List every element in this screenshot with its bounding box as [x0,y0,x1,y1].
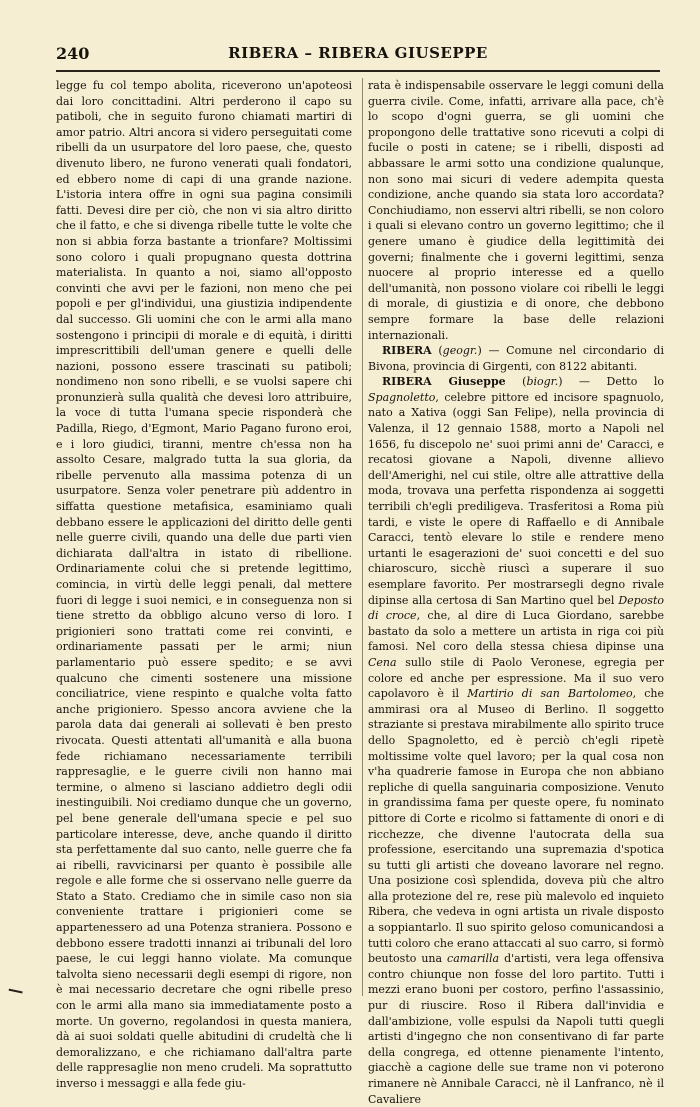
left-column-text: legge fu col tempo abolita, riceverono un'apoteosi dai loro concittadini. Altri perderono il capo su patiboli, che in seguito furono chiamati martiri di amor patrio. Altri ancora si videro perseguitati come ribelli da un usurpatore del loro paese, che, questo divenuto libero, ne furono venerati quali fondatori, ed ebbero nome di capi di una grande nazione. L'istoria intera offre in ogni sua pagina consimili fatti. Devesi dire per ciò, che non vi sia altro diritto che il fatto, e che si divenga ribelle tutte le volte che non si abbia forza bastante a trionfare? Moltissimi sono coloro i quali propugnano questa dottrina materialista. In quanto a noi, siamo all'opposto convinti che avvi per le fazioni, non meno che pei popoli e per gl'individui, una giustizia indipendente dal successo. Gli uomini che con le armi alla mano sostengono i principii di morale e di equità, i diritti imprescrittibili dell'uman genere e quelli delle nazioni, possono essere trascinati su patiboli; nondimeno non sono ribelli, e se vuolsi sapere chi pronunzierà sulla qualità che devesi loro attribuire, la voce di tutta l'umana specie risponderà che Padilla, Riego, d'Egmont, Mario Pagano furono eroi, e i loro giudici, tiranni, mentre ch'essa non ha assolto Cesare, malgrado tutta la sua gloria, da ribelle pervenuto alla massima potenza di un usurpatore. Senza voler penetrare più addentro in siffatta questione metafisica, esaminiamo quali debbano essere le applicazioni del diritto delle genti nelle guerre civili, quando una delle due parti vien dichiarata dall'altra in istato di ribellione. Ordinariamente colui che si pretende legittimo, comincia, in virtù delle leggi penali, dal mettere fuori di legge i suoi nemici, e in conseguenza non si tiene stretto da obbligo alcuno verso di loro. I prigionieri sono trattati come rei convinti, e ordinariamente passati per le armi; niun parlamentario può essere spedito; e se avvi qualcuno che cimenti sostenere una missione conciliatrice, viene respinto e qualche volta fatto anche prigioniero. Spesso ancora avviene che la parola data dai generali ai sollevati è ben presto rivocata. Questi attentati all'umanità e alla buona fede richiamano necessariamente terribili rappresaglie, e le guerre civili non hanno mai termine, o almeno si lasciano addietro degli odii inestinguibili. Noi crediamo dunque che un governo, pel bene generale dell'umana specie e pel suo particolare interesse, deve, anche quando il diritto sta perfettamente dal suo canto, nelle guerre che fa ai ribelli, ravvicinarsi per quanto è possibile alle regole e alle forme che si osservano nelle guerre da Stato a Stato. Crediamo che in simile caso non sia conveniente trattare i prigionieri come se appartenessero ad una Potenza straniera. Possono e debbono essere tradotti innanzi ai tribunali del loro paese, le cui leggi hanno violate. Ma comunque talvolta sieno necessarii degli esempi di rigore, non è mai necessario decretare che ogni ribelle preso con le armi alla mano sia immediatamente posto a morte. Un governo, regolandosi in questa maniera, dà ai suoi soldati quelle abitudini di crudeltà che li demoralizzano, e che richiamano dall'altra parte delle rappresaglie non meno crudeli. Ma soprattutto inverso i messaggi e alla fede giu- [56,79,352,1090]
entry-body: — Comune nel circondario di Bivona, provincia di Girgenti, con 8122 abitanti. [368,344,664,373]
entry-headword: RIBERA Giuseppe [382,375,506,389]
entry-body-d: , che ammirasi ora al Museo di Berlino. Il soggetto straziante si prestava mirabilmente allo spirito truce dello Spagnoletto, ed è perciò ch'egli ripetè moltissime volte quel lavoro; per la qual cosa non v'ha quadrerie famose in Europa che non abbiano repliche di quella sanguinaria composizione. Venuto in grandissima fama per queste opere, fu nominato pittore di Corte e ricolmo si fattamente di onori e di ricchezze, che divenne l'autocrata della sua professione, esercitando una supremazia d'spotica su tutti gli artisti che doveano lavorare nel regno. Una posizione così splendida, doveva più che altro alla protezione del re, rese più malevolo ed inquieto Ribera, che vedeva in ogni artista un rivale disposto a soppiantarlo. Il suo spirito geloso comunicandosi a tutti coloro che erano attaccati al suo carro, si formò beutosto una [368,687,665,966]
page-header [56,44,660,66]
entry-ribera-geogr: RIBERA (geogr.) — Comune nel circondario di Bivona, provincia di Girgenti, con 8122 abitanti. [368,344,664,373]
left-column [56,78,352,1092]
entry-body-e: d'artisti, vera lega offensiva contro chiunque non fosse del loro partito. Tutti i mezzi erano buoni per costoro, perfino l'assassinio, pur di riuscire. Roso il Ribera dall'invidia e dall'ambizione, volle espulsi da Napoli tutti quegli artisti d'ingegno che non consentivano di far parte della congrega, ed ottenne pienamente l'intento, giacchè a cagione delle sue trame non vi poterono rimanere nè Annibale Caracci, nè il Lanfranco, nè il Cavaliere [368,952,664,1106]
entry-ribera-giuseppe: RIBERA Giuseppe (biogr.) — Detto lo Spagnoletto, celebre pittore ed incisore spagnuolo, nato a Xativa (oggi San Felipe), nella provincia di Valenza, il 12 gennaio 1588, morto a Napoli nel 1656, fu discepolo ne' suoi primi anni de' Caracci, e recatosi giovane a Napoli, divenne allievo dell'Amerighi, nel cui stile, oltre alle attrattive della moda, trovava una perfetta rispondenza ai soggetti terribili ch'egli prediligeva. Trasferitosi a Roma più tardi, e viste le opere di Raffaello e di Annibale Caracci, tentò elevare lo stile e rendere meno urtanti le esagerazioni de' suoi concetti e del suo chiaroscuro, sicchè riuscì a superare il suo esemplare favorito. Per mostrarsegli degno rivale dipinse alla certosa di San Martino quel bel Deposto di croce, che, al dire di Luca Giordano, sarebbe bastato da solo a mettere un artista in riga coi più famosi. Nel coro della stessa chiesa dipinse una Cena sullo stile di Paolo Veronese, egregia per colore ed anche per espressione. Ma il suo vero capolavoro è il Martirio di san Bartolomeo, che ammirasi ora al Museo di Berlino. Il soggetto straziante si prestava mirabilmente allo spirito truce dello Spagnoletto, ed è perciò ch'egli ripetè moltissime volte quel lavoro; per la qual cosa non v'ha quadrerie famose in Europa che non abbiano repliche di quella sanguinaria composizione. Venuto in grandissima fama per queste opere, fu nominato pittore di Corte e ricolmo si fattamente di onori e di ricchezze, che divenne l'autocrata della sua professione, esercitando una supremazia d'spotica su tutti gli artisti che doveano lavorare nel regno. Una posizione così splendida, doveva più che altro alla protezione del re, rese più malevolo ed inquieto Ribera, che vedeva in ogni artista un rivale disposto a soppiantarlo. Il suo spirito geloso comunicandosi a tutti coloro che erano attaccati al suo carro, si formò beutosto una camarilla d'artisti, vera lega offensiva contro chiunque non fosse del loro partito. Tutti i mezzi erano buoni per costoro, perfino l'assassinio, pur di riuscire. Roso il Ribera dall'invidia e dall'ambizione, volle espulsi da Napoli tutti quegli artisti d'ingegno che non consentivano di far parte della congrega, ed ottenne pienamente l'intento, giacchè a cagione delle sue trame non vi poterono rimanere nè Annibale Caracci, nè il Lanfranco, nè il Cavaliere [368,375,665,1106]
work-title: Martirio di san Bartolomeo [467,687,633,701]
entry-body-c: sullo stile di Paolo Veronese, egregia per colore ed anche per espressione. Ma il suo vero capolavoro è il [368,655,664,701]
continuation-text: rata è indispensabile osservare le leggi comuni della guerra civile. Come, infatti, arrivare alla pace, ch'è lo scopo d'ogni guerra, se gli uomini che propongono delle trattative sono ricevuti a colpi di fucile o posti in catene; se i ribelli, disposti ad abbassare le armi sotto una condizione qualunque, non sono mai sicuri di vedere adempita questa condizione, anche quando sia stata loro accordata? Conchiudiamo, non esservi altri ribelli, se non coloro i quali si elevano contro un governo legittimo; che il genere umano è giudice della legittimità dei governi; finalmente che i governi legittimi, senza nuocere al proprio interesse ed a quello dell'umanità, non possono violare coi ribelli le leggi di morale, di giustizia e di onore, che debbono sempre formare la base delle relazioni internazionali. [368,79,664,342]
entry-category: biogr. [526,375,559,389]
nickname: Spagnoletto [368,390,436,404]
work-title: Cena [368,655,397,669]
entry-headword: RIBERA [382,344,432,358]
work-title: camarilla [447,952,500,966]
scan-mark [7,989,22,1000]
column-divider [362,78,363,996]
entry-body-b: , che, al dire di Luca Giordano, sarebbe bastato da solo a mettere un artista in riga coi più famosi. Nel coro della stessa chiesa dipinse una [368,609,664,654]
entry-body-start: — Detto lo [579,375,664,389]
running-head: RIBERA – RIBERA GIUSEPPE [228,44,488,62]
entry-category: geogr. [442,344,478,358]
right-column [368,78,664,1107]
entry-body-a: , celebre pittore ed incisore spagnuolo, nato a Xativa (oggi San Felipe), nella provincia di Valenza, il 12 gennaio 1588, morto a Napoli nel 1656, fu discepolo ne' suoi primi anni de' Caracci, e recatosi giovane a Napoli, divenne allievo dell'Amerighi, nel cui stile, oltre alle attrattive della moda, trovava una perfetta rispondenza ai soggetti terribili ch'egli prediligeva. Trasferitosi a Roma più tardi, e viste le opere di Raffaello e di Annibale Caracci, tentò elevare lo stile e rendere meno urtanti le esagerazioni de' suoi concetti e del suo chiaroscuro, sicchè riuscì a superare il suo esemplare favorito. Per mostrarsegli degno rivale dipinse alla certosa di San Martino quel bel [368,390,664,607]
page-number: 240 [56,44,90,63]
header-rule [56,70,660,72]
work-title: Deposto di croce [368,593,664,623]
